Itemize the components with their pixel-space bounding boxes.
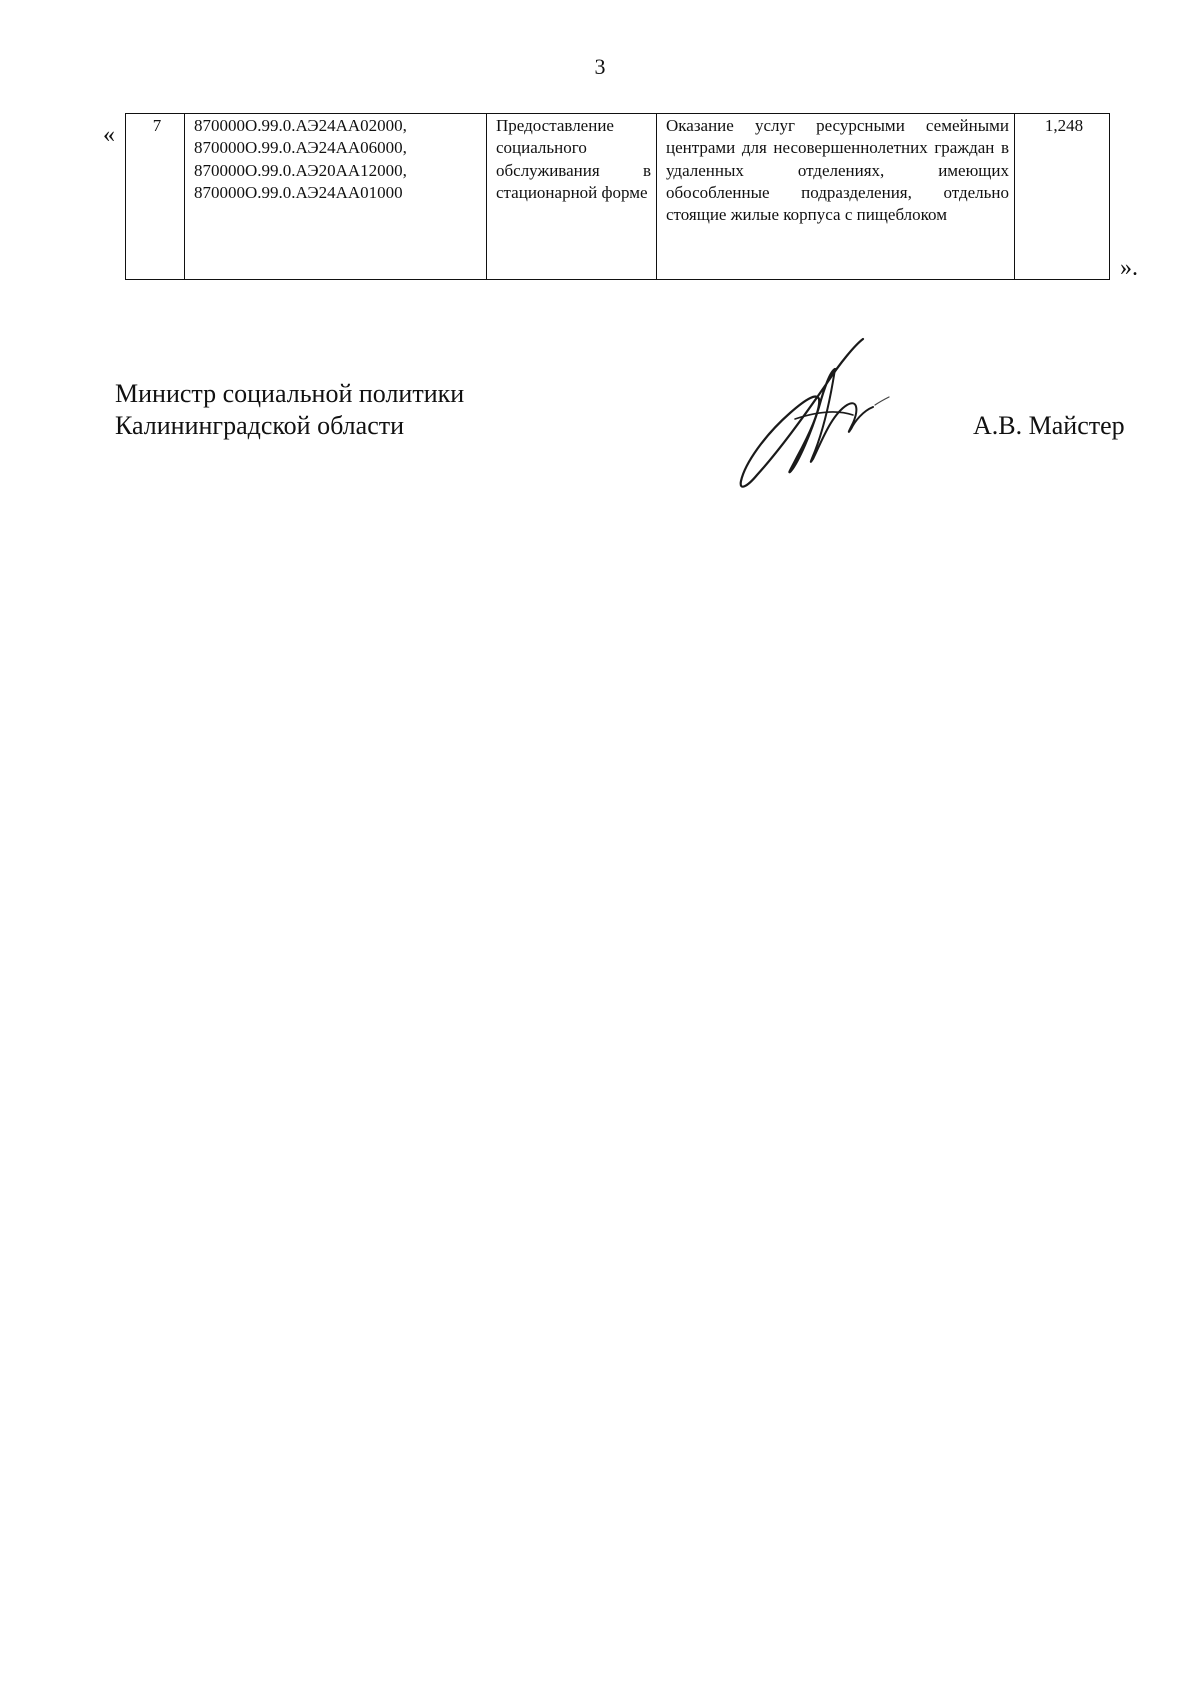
signatory-position (115, 378, 464, 442)
table-row (126, 114, 1110, 280)
registry-code: 870000О.99.0.АЭ24АА02000, (194, 116, 407, 135)
registry-code: 870000О.99.0.АЭ24АА01000 (194, 182, 403, 202)
handwritten-signature-icon (735, 335, 905, 495)
registry-codes-cell (185, 114, 487, 280)
service-name-cell: Предоставление социального обслуживания в стационарной форме (487, 114, 657, 280)
closing-quote: ». (1120, 255, 1138, 281)
page-number: 3 (594, 54, 606, 79)
signatory-position-line2: Калининградской области (115, 411, 405, 440)
registry-code: 870000О.99.0.АЭ24АА06000, (194, 138, 407, 158)
signatory-name: А.В. Майстер (973, 411, 1125, 440)
row-number: 7 (126, 114, 185, 280)
opening-quote: « (103, 122, 115, 148)
registry-code: 870000О.99.0.АЭ20АА12000, (194, 160, 407, 180)
signatory-position-line1: Министр социальной политики (115, 379, 465, 408)
coefficient-value-cell: 1,248 (1015, 114, 1110, 280)
service-table (125, 113, 1110, 280)
service-description-cell: Оказание услуг ресурсными семейными центрами для несовершеннолетних граждан в удаленных отделениях, имеющих обособленные подразделения, отдельно стоящие жилые корпуса с пищеблоком (657, 114, 1015, 280)
